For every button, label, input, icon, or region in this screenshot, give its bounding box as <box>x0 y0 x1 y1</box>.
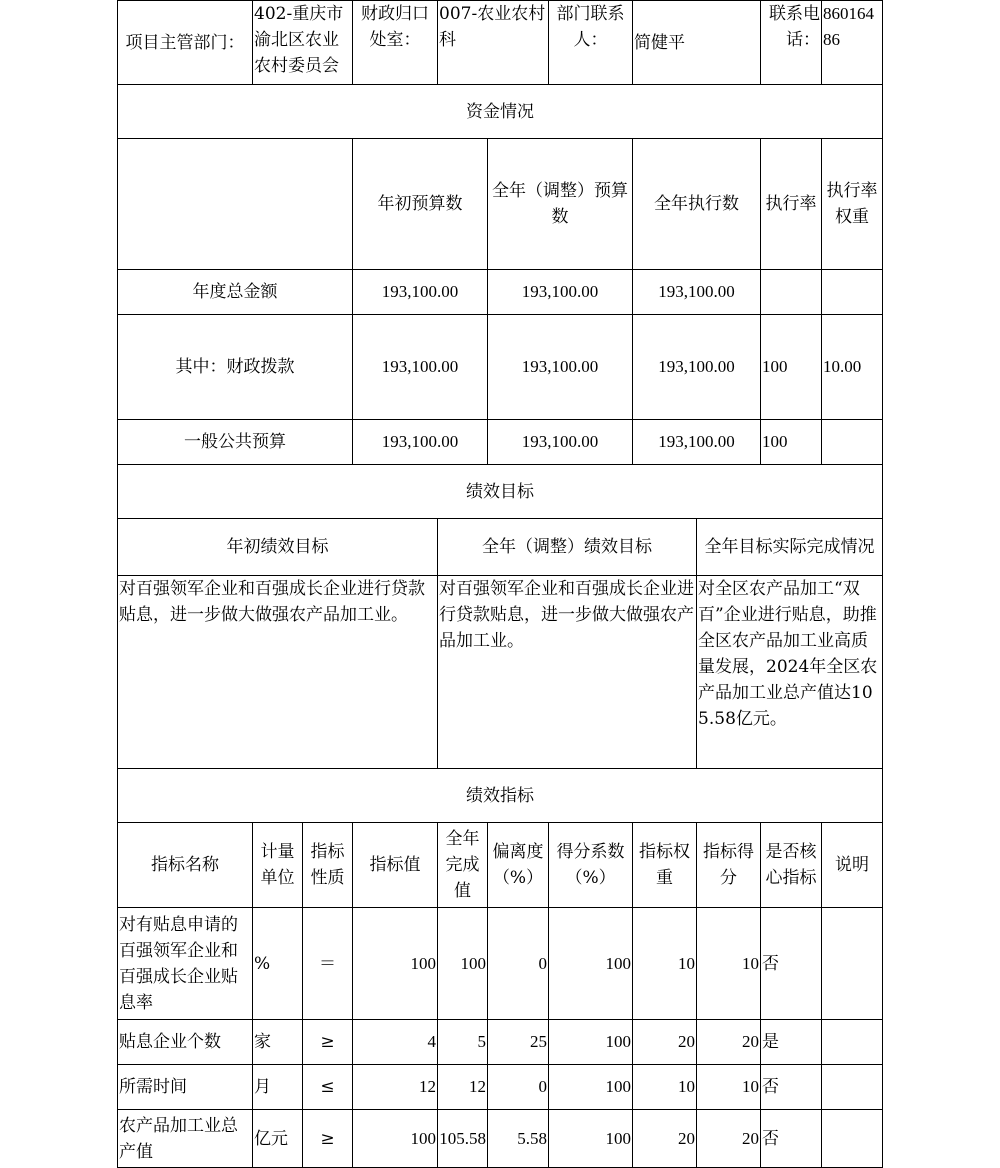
ind-nature: ≥ <box>303 1110 353 1168</box>
ind-note <box>822 1020 883 1065</box>
goals-body-row <box>118 576 883 769</box>
ind-done: 5 <box>438 1020 488 1065</box>
phone-value: 86016486 <box>822 1 883 85</box>
ind-value: 100 <box>353 908 438 1020</box>
funds-row <box>118 315 883 420</box>
ind-done: 12 <box>438 1065 488 1110</box>
ind-name: 所需时间 <box>118 1065 253 1110</box>
funds-corner <box>118 139 353 270</box>
funds-col-weight: 执行率权重 <box>822 139 883 270</box>
ind-weight: 20 <box>633 1110 697 1168</box>
funds-col-executed: 全年执行数 <box>633 139 761 270</box>
ind-score: 10 <box>697 908 761 1020</box>
ind-unit: 亿元 <box>253 1110 303 1168</box>
ind-unit: 月 <box>253 1065 303 1110</box>
ind-coef: 100 <box>549 1065 633 1110</box>
ind-nature: ≤ <box>303 1065 353 1110</box>
ind-col-score: 指标得分 <box>697 823 761 908</box>
funds-row <box>118 270 883 315</box>
funds-row-rate <box>761 270 822 315</box>
funds-row-initial: 193,100.00 <box>353 315 488 420</box>
ind-col-dev: 偏离度（%） <box>488 823 549 908</box>
performance-table <box>117 0 883 1168</box>
goals-actual-text: 对全区农产品加工“双百”企业进行贴息，助推全区农产品加工业高质量发展，2024年全区农产品加工业总产值达105.58亿元。 <box>697 576 883 769</box>
ind-core: 否 <box>761 1110 822 1168</box>
ind-name: 农产品加工业总产值 <box>118 1110 253 1168</box>
ind-col-coef: 得分系数（%） <box>549 823 633 908</box>
funds-row-adjusted: 193,100.00 <box>488 270 633 315</box>
contact-label: 部门联系人： <box>549 1 633 85</box>
ind-dev: 0 <box>488 908 549 1020</box>
funds-col-rate: 执行率 <box>761 139 822 270</box>
goals-initial-text: 对百强领军企业和百强成长企业进行贷款贴息，进一步做大做强农产品加工业。 <box>118 576 438 769</box>
goals-col-adjusted: 全年（调整）绩效目标 <box>438 519 697 576</box>
ind-value: 12 <box>353 1065 438 1110</box>
phone-label: 联系电话： <box>761 1 822 85</box>
indicator-row <box>118 1110 883 1168</box>
ind-score: 20 <box>697 1110 761 1168</box>
ind-unit: 家 <box>253 1020 303 1065</box>
ind-note <box>822 1110 883 1168</box>
ind-core: 否 <box>761 908 822 1020</box>
dept-label: 项目主管部门： <box>118 1 253 85</box>
header-row <box>118 1 883 85</box>
ind-note <box>822 908 883 1020</box>
ind-col-weight: 指标权重 <box>633 823 697 908</box>
ind-dev: 25 <box>488 1020 549 1065</box>
funds-row-label: 其中：财政拨款 <box>118 315 353 420</box>
goals-col-initial: 年初绩效目标 <box>118 519 438 576</box>
funds-section-title: 资金情况 <box>118 85 883 139</box>
ind-col-value: 指标值 <box>353 823 438 908</box>
funds-col-adjusted: 全年（调整）预算数 <box>488 139 633 270</box>
ind-coef: 100 <box>549 1020 633 1065</box>
ind-core: 是 <box>761 1020 822 1065</box>
goals-section-title: 绩效目标 <box>118 465 883 519</box>
goals-col-actual: 全年目标实际完成情况 <box>697 519 883 576</box>
ind-score: 20 <box>697 1020 761 1065</box>
funds-header-row <box>118 139 883 270</box>
ind-name: 贴息企业个数 <box>118 1020 253 1065</box>
ind-coef: 100 <box>549 1110 633 1168</box>
funds-row-executed: 193,100.00 <box>633 420 761 465</box>
ind-done: 100 <box>438 908 488 1020</box>
funds-row-label: 年度总金额 <box>118 270 353 315</box>
funds-row-adjusted: 193,100.00 <box>488 420 633 465</box>
funds-row-weight <box>822 420 883 465</box>
ind-weight: 20 <box>633 1020 697 1065</box>
ind-weight: 10 <box>633 1065 697 1110</box>
funds-row-executed: 193,100.00 <box>633 270 761 315</box>
goals-adjusted-text: 对百强领军企业和百强成长企业进行贷款贴息，进一步做大做强农产品加工业。 <box>438 576 697 769</box>
ind-core: 否 <box>761 1065 822 1110</box>
ind-note <box>822 1065 883 1110</box>
ind-score: 10 <box>697 1065 761 1110</box>
indicator-row <box>118 908 883 1020</box>
funds-row-rate: 100 <box>761 420 822 465</box>
ind-col-name: 指标名称 <box>118 823 253 908</box>
dept-value: 402-重庆市渝北区农业农村委员会 <box>253 1 353 85</box>
ind-dev: 5.58 <box>488 1110 549 1168</box>
indicators-section-title: 绩效指标 <box>118 769 883 823</box>
indicator-row <box>118 1020 883 1065</box>
funds-row-adjusted: 193,100.00 <box>488 315 633 420</box>
funds-row-initial: 193,100.00 <box>353 270 488 315</box>
funds-row-executed: 193,100.00 <box>633 315 761 420</box>
funds-row-initial: 193,100.00 <box>353 420 488 465</box>
ind-nature: ≥ <box>303 1020 353 1065</box>
funds-row-rate: 100 <box>761 315 822 420</box>
ind-col-note: 说明 <box>822 823 883 908</box>
contact-value: 简健平 <box>633 1 761 85</box>
funds-row-label: 一般公共预算 <box>118 420 353 465</box>
ind-coef: 100 <box>549 908 633 1020</box>
ind-unit: % <box>253 908 303 1020</box>
ind-col-nature: 指标性质 <box>303 823 353 908</box>
fin-label: 财政归口处室： <box>353 1 438 85</box>
funds-row-weight <box>822 270 883 315</box>
ind-nature: ＝ <box>303 908 353 1020</box>
ind-dev: 0 <box>488 1065 549 1110</box>
goals-header-row <box>118 519 883 576</box>
funds-row-weight: 10.00 <box>822 315 883 420</box>
ind-col-done: 全年完成值 <box>438 823 488 908</box>
ind-col-unit: 计量单位 <box>253 823 303 908</box>
fin-value: 007-农业农村科 <box>438 1 549 85</box>
ind-done: 105.58 <box>438 1110 488 1168</box>
funds-col-initial: 年初预算数 <box>353 139 488 270</box>
ind-name: 对有贴息申请的百强领军企业和百强成长企业贴息率 <box>118 908 253 1020</box>
ind-value: 4 <box>353 1020 438 1065</box>
ind-weight: 10 <box>633 908 697 1020</box>
indicator-row <box>118 1065 883 1110</box>
funds-row <box>118 420 883 465</box>
indicators-header-row <box>118 823 883 908</box>
ind-value: 100 <box>353 1110 438 1168</box>
ind-col-core: 是否核心指标 <box>761 823 822 908</box>
